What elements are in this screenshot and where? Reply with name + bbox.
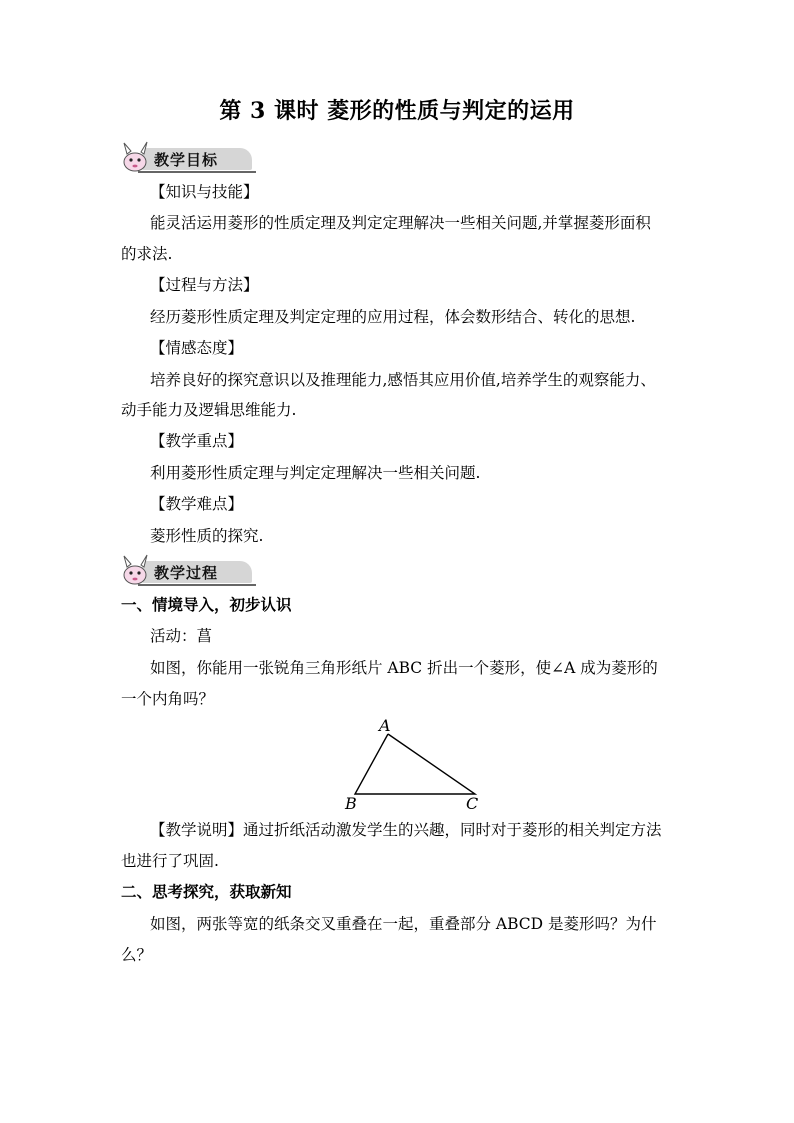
- section-underline: [138, 171, 256, 173]
- paragraph-line: 活动：菖: [150, 627, 213, 645]
- lesson-title: 第 3 课时 菱形的性质与判定的运用: [219, 98, 575, 124]
- vertex-label-a: A: [379, 716, 391, 735]
- section-header-goals: [118, 140, 248, 174]
- paragraph-line: 菱形性质的探究.: [150, 527, 264, 545]
- vertex-label-c: C: [466, 794, 479, 813]
- vertex-label-b: B: [345, 794, 357, 813]
- paragraph-line: 么？: [121, 946, 153, 964]
- mascot-icon: [118, 140, 152, 174]
- heading-process-method: 【过程与方法】: [150, 276, 259, 294]
- subsection-heading-1: 一、情境导入，初步认识: [121, 595, 292, 614]
- mascot-icon: [118, 553, 152, 587]
- paragraph-line: 也进行了巩固.: [121, 852, 219, 870]
- triangle-abc-figure: [330, 712, 490, 816]
- paragraph-line: 经历菱形性质定理及判定定理的应用过程，体会数形结合、转化的思想.: [150, 308, 636, 326]
- heading-emotion: 【情感态度】: [150, 339, 244, 357]
- section-title: 教学目标: [154, 151, 219, 169]
- paragraph-line: 一个内角吗？: [121, 690, 215, 708]
- paragraph-line: 如图，两张等宽的纸条交叉重叠在一起，重叠部分 ABCD 是菱形吗？为什: [150, 915, 657, 933]
- heading-key-point: 【教学重点】: [150, 432, 244, 450]
- subsection-heading-2: 二、思考探究，获取新知: [121, 882, 292, 901]
- paragraph-line: 利用菱形性质定理与判定定理解决一些相关问题.: [150, 464, 481, 482]
- section-header-process: [118, 553, 248, 587]
- paragraph-line: 能灵活运用菱形的性质定理及判定定理解决一些相关问题,并掌握菱形面积: [150, 214, 651, 232]
- paragraph-line: 【教学说明】通过折纸活动激发学生的兴趣，同时对于菱形的相关判定方法: [150, 821, 662, 839]
- heading-knowledge: 【知识与技能】: [150, 183, 259, 201]
- section-title: 教学过程: [154, 564, 219, 582]
- heading-difficult-point: 【教学难点】: [150, 495, 244, 513]
- paragraph-line: 动手能力及逻辑思维能力.: [121, 401, 297, 419]
- paragraph-line: 如图，你能用一张锐角三角形纸片 ABC 折出一个菱形，使∠A 成为菱形的: [150, 659, 658, 677]
- triangle-outline: [355, 734, 475, 794]
- section-underline: [138, 584, 256, 586]
- paragraph-line: 培养良好的探究意识以及推理能力,感悟其应用价值,培养学生的观察能力、: [150, 371, 656, 389]
- paragraph-line: 的求法.: [121, 245, 173, 263]
